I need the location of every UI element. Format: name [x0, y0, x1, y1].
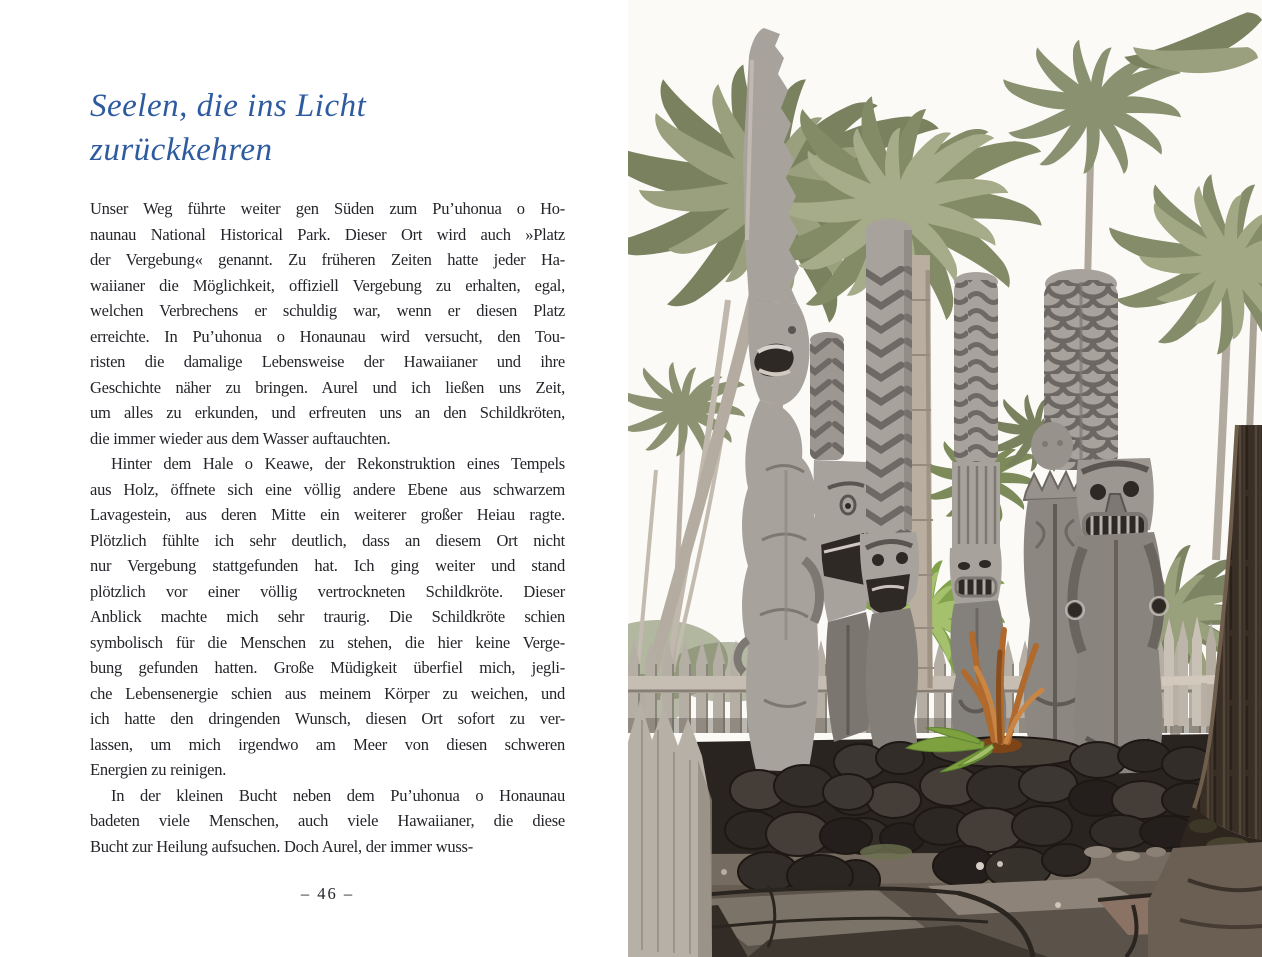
page-number: – 46 –	[300, 884, 355, 903]
paragraph-3: In der kleinen Bucht neben dem Pu’uhonua o Honaunau badeten viele Menschen, auch viele Hawaiianer, die diese Bucht zur Heilung aufsuchen. Doch Aurel, der immer wuss-	[90, 785, 565, 856]
right-page	[628, 0, 1262, 957]
chapter-heading: Seelen, die ins Licht zurückkehren	[90, 88, 367, 168]
body-text	[90, 196, 565, 859]
paragraph-2: Hinter dem Hale o Keawe, der Rekonstruktion eines Tempels aus Holz, öffnete sich eine völlig andere Ebene aus schwarzem Lavagestein, aus deren Mitte ein weiterer großer Heiau ragte. Plötzlich fühlte ich sehr deutlich, dass an diesem Ort nicht nur Vergebung stattgefunden hat. Ich ging weiter und stand plötzlich vor einer völlig vertrockneten Schildkröte. Dieser Anblick machte mich sehr traurig. Die Schildkröte schien symbolisch für die Menschen zu stehen, die hier keine Verge- bung gefunden hatten. Große Müdigkeit überfiel mich, jegli- che Lebensenergie schien aus meinem Körper zu weichen, und ich hatte den dringenden Wunsch, diesen Ort sofort zu ver- lassen, um mich irgendwo am Meer von diesen schweren Energien zu reinigen.	[90, 454, 565, 779]
tiki-statues-photo	[628, 0, 1262, 957]
left-page	[90, 84, 565, 859]
tiki-statue-tall-column	[860, 219, 919, 750]
front-left-base	[725, 765, 873, 897]
paragraph-1: Unser Weg führte weiter gen Süden zum Pu’uhonua o Ho- naunau National Historical Park. Dieser Ort wird auch »Platz der Vergebung« genannt. Zu früheren Zeiten hatte jeder Ha- waiianer die Möglichkeit, offiziell Vergebung zu erhalten, egal, welchen Verbrechens er schuldig war, wenn er diesen Platz erreichte. In Pu’uhonua o Honaunau wird versucht, den Tou- risten die damalige Lebensweise der Hawaiianer und ihre Geschichte näher zu bringen. Aurel und ich ließen uns Zeit, um alles zu erkunden, und erfreuten uns an den Schildkröten, die immer wieder aus dem Wasser auftauchten.	[90, 199, 565, 448]
tiki-statue-large-right	[1066, 458, 1168, 775]
